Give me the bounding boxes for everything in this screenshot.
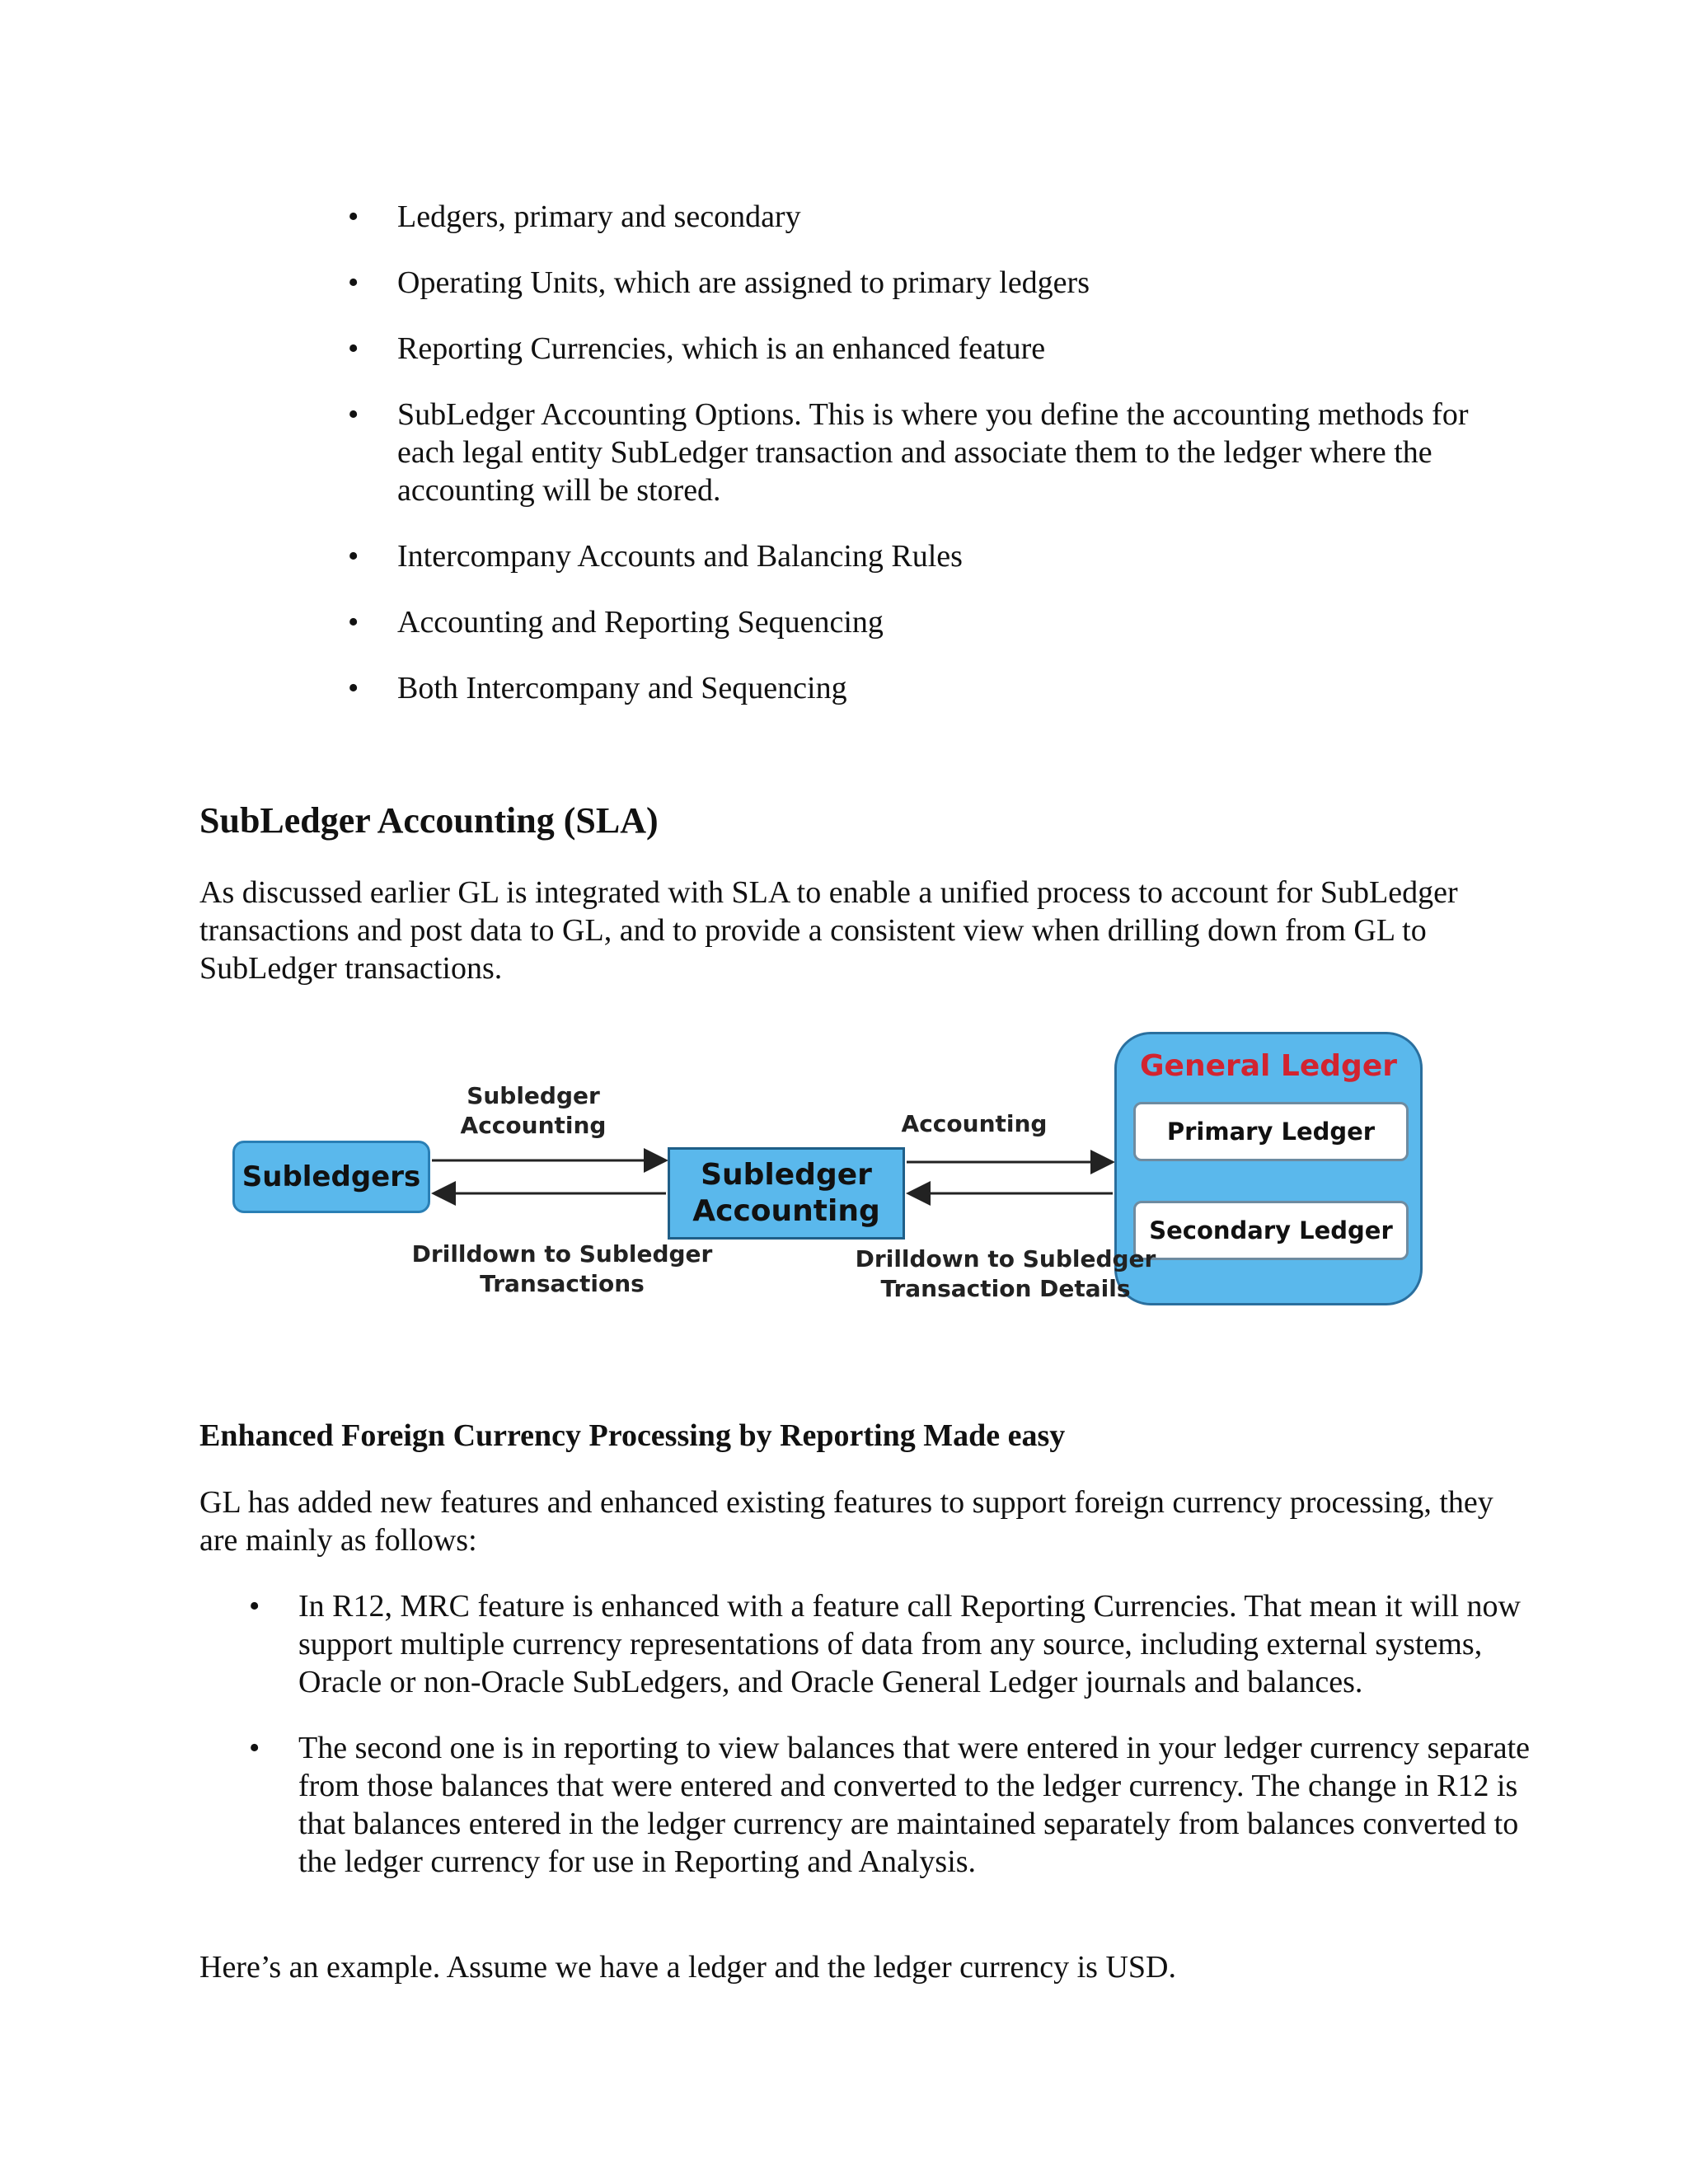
list-item: • Ledgers, primary and secondary xyxy=(348,199,801,234)
efc-section-title: Enhanced Foreign Currency Processing by Reporting Made easy xyxy=(199,1418,1066,1453)
bullet-icon: • xyxy=(249,1731,260,1765)
label-accounting: Accounting xyxy=(901,1110,1048,1137)
bullet-icon: • xyxy=(348,331,359,366)
bullet-icon: • xyxy=(348,397,359,432)
label-drilldown-transactions: Drilldown to Subledger Transactions xyxy=(411,1240,713,1297)
list-item: • Intercompany Accounts and Balancing Rules xyxy=(348,539,963,574)
efc-bullet-list xyxy=(241,1587,1559,1909)
label-drilldown-transaction-details: Drilldown to Subledger Transaction Details xyxy=(855,1245,1156,1302)
bullet-icon: • xyxy=(348,199,359,234)
example-paragraph: Here’s an example. Assume we have a ledger and the ledger currency is USD. xyxy=(199,1950,1176,1985)
primary-ledger-box: Primary Ledger xyxy=(1133,1102,1409,1161)
list-item: • In R12, MRC feature is enhanced with a feature call Reporting Currencies. That mean it will now support multiple currency representations of data from any source, including external systems, Oracle or non-Oracle SubLedgers, and Oracle General Ledger journals and balances. xyxy=(249,1589,1521,1699)
top-bullet-list xyxy=(340,198,1510,735)
list-item: • Accounting and Reporting Sequencing xyxy=(348,605,884,640)
list-item: • SubLedger Accounting Options. This is where you define the accounting methods for each legal entity SubLedger transaction and associate them to the ledger where the accounting will be stored. xyxy=(348,397,1469,508)
efc-intro-paragraph: GL has added new features and enhanced existing features to support foreign currency processing, they are mainly as follows: xyxy=(199,1485,1493,1558)
label-subledger-accounting: Subledger Accounting xyxy=(460,1082,607,1139)
secondary-ledger-box: Secondary Ledger xyxy=(1133,1201,1409,1260)
bullet-icon: • xyxy=(348,265,359,300)
list-item: • Reporting Currencies, which is an enhanced feature xyxy=(348,331,1046,366)
list-item: • The second one is in reporting to view balances that were entered in your ledger currency separate from those balances that were entered and converted to the ledger currency. The change in R12 is that balances entered in the ledger currency are maintained separately from balances converted to the ledger currency for use in Reporting and Analysis. xyxy=(249,1731,1531,1879)
bullet-icon: • xyxy=(348,671,359,705)
bullet-icon: • xyxy=(348,539,359,574)
subledgers-box: Subledgers xyxy=(232,1141,430,1213)
list-item: • Both Intercompany and Sequencing xyxy=(348,671,847,705)
list-item: • Operating Units, which are assigned to primary ledgers xyxy=(348,265,1090,300)
sla-flow-diagram xyxy=(216,1020,1436,1325)
subledger-accounting-box: Subledger Accounting xyxy=(668,1147,905,1240)
bullet-icon: • xyxy=(348,605,359,640)
sla-section-title: SubLedger Accounting (SLA) xyxy=(199,800,659,841)
bullet-icon: • xyxy=(249,1589,260,1624)
sla-intro-paragraph: As discussed earlier GL is integrated with SLA to enable a unified process to account for SubLedger transactions and post data to GL, and to provide a consistent view when drilling down from GL to SubLedger transactions. xyxy=(199,875,1458,986)
general-ledger-title: General Ledger xyxy=(1140,1049,1397,1083)
